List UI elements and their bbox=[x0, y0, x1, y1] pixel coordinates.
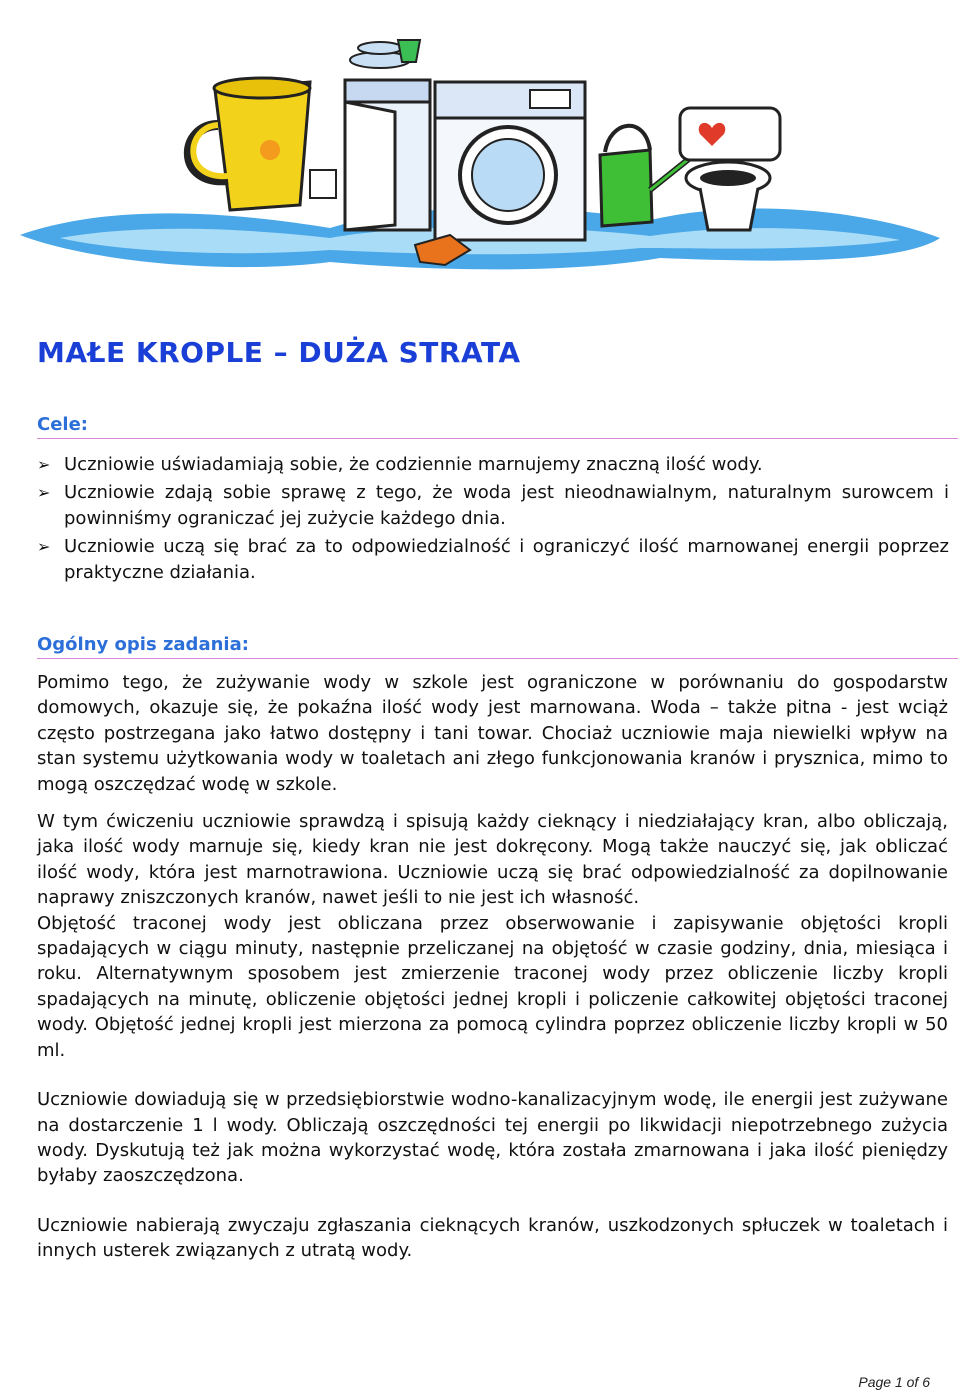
mug-icon bbox=[189, 78, 336, 210]
bullet-arrow-icon: ➢ bbox=[37, 537, 51, 556]
description-heading: Ogólny opis zadania: bbox=[37, 634, 958, 659]
paragraph: Pomimo tego, że zużywanie wody w szkole jest ograniczone w porównaniu do gospodarstw domowych, okazuje się, że pokaźna ilość wody jest marnowana. Woda – także pitna - jest wciąż często postrzegana jako łatwo dostępny i tani towar. Chociaż uczniowie maja niewielki wpływ na stan systemu użytkowania wody w toaletach ani złego funkcjonowania kranów i prysznica, mimo to mogą oszczędzać wodę w szkole. bbox=[37, 672, 948, 795]
paragraph: W tym ćwiczeniu uczniowie sprawdzą i spisują każdy cieknący i niedziałający kran, albo obliczają, jaka ilość wody marnuje się, kiedy kran nie jest dokręcony. Mogą także nauczyć się, jak obliczać ilość wody, która jest marnotrawiona. Uczniowie uczą się brać odpowiedzialność za dopilnowanie naprawy zniszczonych kranów, nawet jeśli to nie jest ich własność. bbox=[37, 811, 948, 909]
list-item-text: Uczniowie uczą się brać za to odpowiedzialność i ograniczyć ilość marnowanej energii poprzez praktyczne działania. bbox=[64, 536, 949, 583]
paragraph: Objętość traconej wody jest obliczana przez obserwowanie i zapisywanie objętości kropli spadających w ciągu minuty, następnie przeliczanej na objętość w czasie godziny, dnia, miesiąca i roku. Alternatywnym sposobem jest zmierzenie traconej wody przez obliczenie liczby kropli spadających na minutę, obliczenie objętości jednej kropli i policzenie całkowitej objętości traconej wody. Objętość jednej kropli jest mierzona za pomocą cylindra poprzez obliczenie liczby kropli w 50 ml. bbox=[37, 912, 948, 1061]
goals-list bbox=[37, 452, 949, 588]
bullet-arrow-icon: ➢ bbox=[37, 455, 51, 474]
list-item-text: Uczniowie zdają sobie sprawę z tego, że woda jest nieodnawialnym, naturalnym surowcem i powinniśmy ograniczać jej zużycie każdego dnia. bbox=[64, 482, 949, 529]
list-item bbox=[37, 452, 949, 478]
goals-heading: Cele: bbox=[37, 414, 958, 439]
washing-machine-icon bbox=[435, 82, 585, 240]
paragraph: Uczniowie nabierają zwyczaju zgłaszania cieknących kranów, uszkodzonych spłuczek w toaletach i innych usterek związanych z utratą wody. bbox=[37, 1214, 948, 1262]
header-illustration bbox=[0, 0, 960, 300]
bullet-arrow-icon: ➢ bbox=[37, 483, 51, 502]
description-body bbox=[37, 670, 948, 1264]
page-number: Page 1 of 6 bbox=[858, 1374, 930, 1390]
list-item bbox=[37, 534, 949, 586]
dishwasher-icon bbox=[345, 40, 430, 230]
list-item-text: Uczniowie uświadamiają sobie, że codziennie marnujemy znaczną ilość wody. bbox=[64, 454, 763, 475]
page-title: MAŁE KROPLE – DUŻA STRATA bbox=[37, 336, 521, 369]
paragraph: Uczniowie dowiadują się w przedsiębiorstwie wodno-kanalizacyjnym wodę, ile energii jest zużywane na dostarczenie 1 l wody. Obliczają oszczędności tej energii po likwidacji niepotrzebnego zużycia wody. Dyskutują też jak można wykorzystać wodę, która została zmarnowana i jaka ilość pieniędzy byłaby zaoszczędzona. bbox=[37, 1089, 948, 1187]
list-item bbox=[37, 480, 949, 532]
